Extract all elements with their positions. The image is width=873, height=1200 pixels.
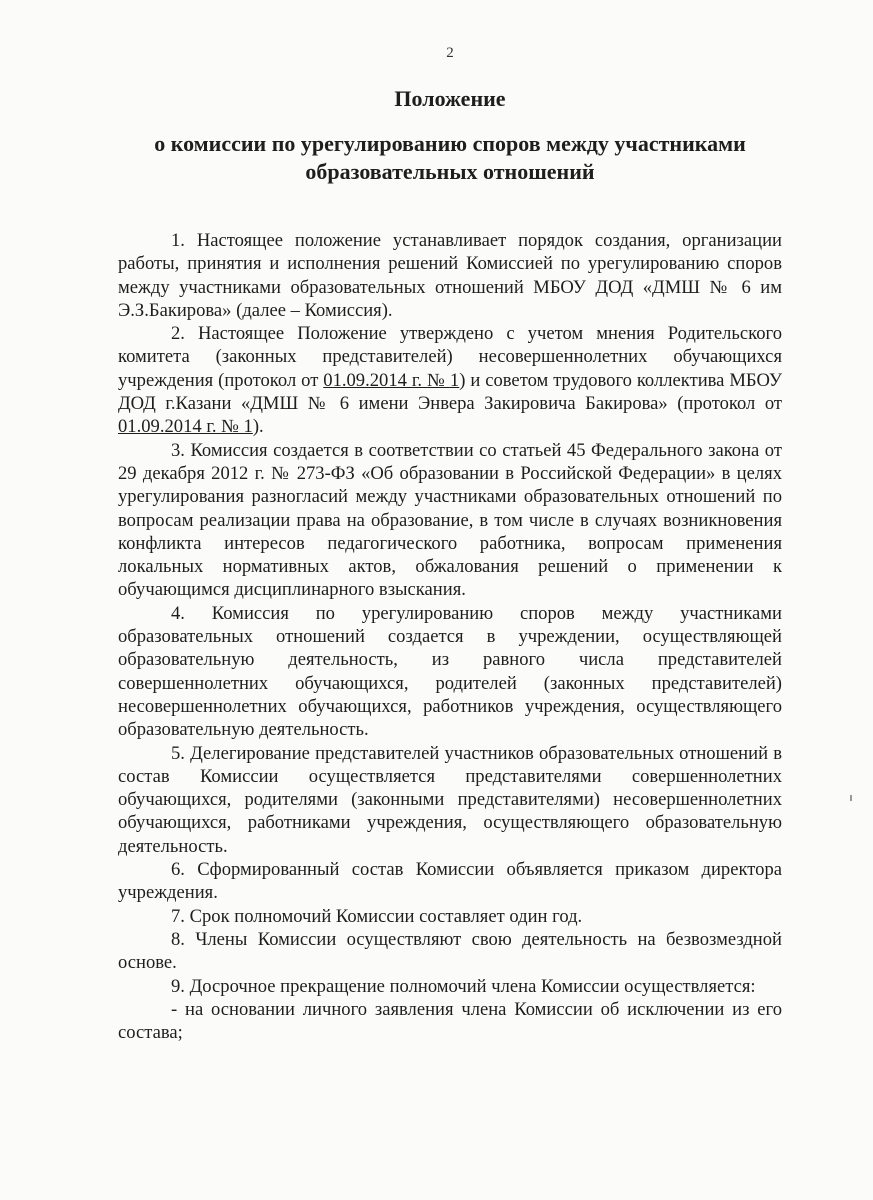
paragraph-2: [118, 322, 782, 438]
scan-artifact: [850, 795, 852, 801]
protocol-date-1: 01.09.2014 г.: [323, 369, 423, 391]
paragraph-2-text-a: 2. Настоящее Положение утверждено с учетом мнения Родительского комитета (законных представителей) несовершеннолетних обучающихся учреждения (протокол от: [118, 323, 782, 391]
paragraph-1: 1. Настоящее положение устанавливает порядок создания, организации работы, принятия и исполнения решений Комиссией по урегулированию споров между участниками образовательных отношений МБОУ ДОД «ДМШ № 6 им Э.З.Бакирова» (далее – Комиссия).: [118, 230, 782, 321]
paragraph-6: 6. Сформированный состав Комиссии объявляется приказом директора учреждения.: [118, 859, 782, 904]
paragraph-2-text-e: ).: [252, 416, 264, 438]
paragraph-3: 3. Комиссия создается в соответствии со статьей 45 Федерального закона от 29 декабря 2012 г. № 273-ФЗ «Об образовании в Российской Федерации» в целях урегулирования разногласий между участниками образовательных отношений по вопросам реализации права на образование, в том числе в случаях возникновения конфликта интересов педагогического работника, вопросам применения локальных нормативных актов, обжалования решений о применении к обучающимся дисциплинарного взыскания.: [118, 439, 782, 601]
paragraph-2-text-b: №: [422, 369, 450, 391]
paragraph-8: 8. Члены Комиссии осуществляют свою деятельность на безвозмездной основе.: [118, 928, 782, 974]
protocol-number-2: 1: [243, 416, 253, 438]
paragraph-2-text-d: №: [216, 416, 244, 438]
paragraph-9: 9. Досрочное прекращение полномочий члена Комиссии осуществляется:: [171, 975, 756, 997]
protocol-number-1: 1: [449, 369, 460, 391]
paragraph-5: 5. Делегирование представителей участников образовательных отношений в состав Комиссии осуществляется представителями совершеннолетних обучающихся, родителями (законными представителями) несовершеннолетних обучающихся, работниками учреждения, осуществляющего образовательную деятельность.: [118, 742, 782, 857]
paragraph-2-text-c: ) и советом трудового коллектива МБОУ ДОД г.Казани «ДМШ № 6 имени Энвера Закировича Бакирова» (протокол от: [118, 369, 782, 415]
paragraph-7: 7. Срок полномочий Комиссии составляет один год.: [171, 905, 583, 927]
paragraph-4: 4. Комиссия по урегулированию споров между участниками образовательных отношений создается в учреждении, осуществляющей образовательную деятельность, из равного числа представителей совершеннолетних обучающихся, родителей (законных представителей) несовершеннолетних обучающихся, работников учреждения, осуществляющего образовательную деятельность.: [118, 602, 782, 741]
page-number: 2: [446, 45, 454, 61]
paragraph-10: - на основании личного заявления члена Комиссии об исключении из его состава;: [118, 998, 782, 1044]
document-subtitle: о комиссии по урегулированию споров между участниками образовательных отношений: [154, 131, 746, 184]
protocol-date-2: 01.09.2014 г.: [118, 416, 217, 438]
document-title: Положение: [394, 86, 506, 111]
document-body: [118, 229, 782, 1044]
